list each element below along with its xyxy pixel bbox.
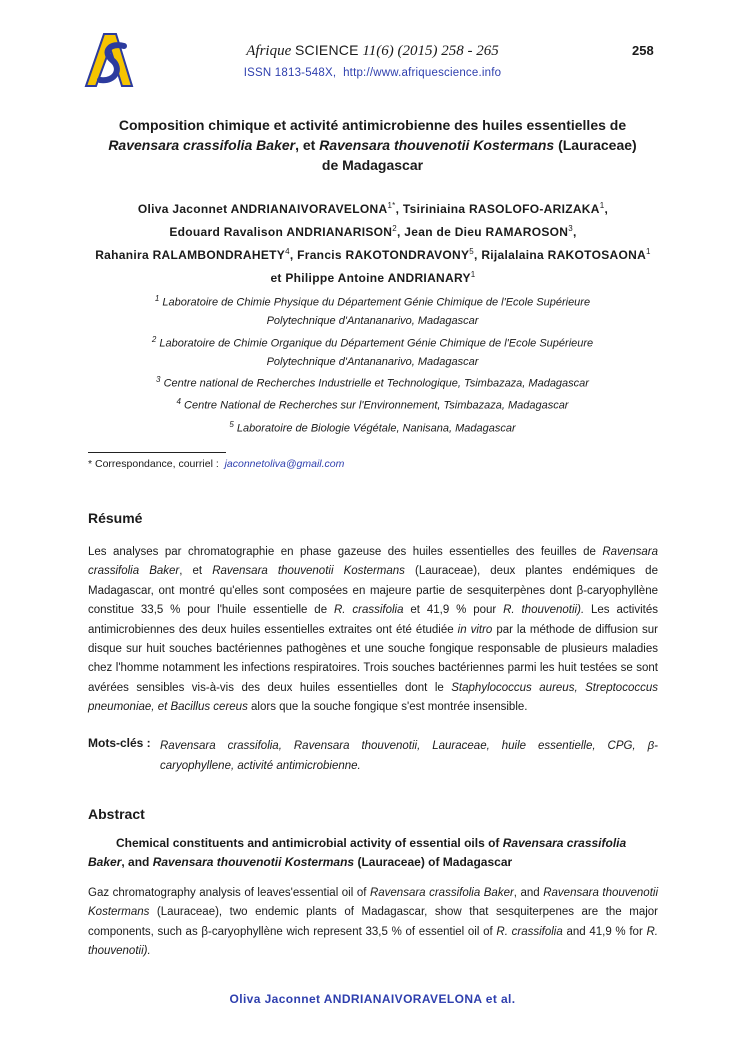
affil-sup: 3 — [156, 375, 161, 385]
author: Tsiriniaina RASOLOFO-ARIZAKA — [402, 202, 600, 216]
author: Francis RAKOTONDRAVONY — [297, 248, 470, 262]
author: Jean de Dieu RAMAROSON — [404, 225, 569, 239]
issn-line — [0, 67, 745, 79]
species-name: R. crassifolia — [333, 604, 404, 617]
author-list: Oliva Jaconnet $ANDRIANAIVORAVELONA^{1*}$, Tsiriniaina RASOLOFO-ARIZAKA$^1$, Edouard Ravalison ANDRIANARISON$^2$, Jean de Dieu RAMAROSON$^3$, Rahanira RALAMBONDRAHETY$^4$, Francis RAKOTONDRAVONY$^5$, Rijalalaina RAKOTOSAONA$^1$ et Philippe Antoine ANDRIANARY$^1$ — [95, 201, 651, 285]
keywords-label: Mots-clés : — [88, 736, 151, 750]
affiliation-line: Centre national de Recherches Industrielle et Technologique, Tsimbazaza, Madagascar — [163, 377, 589, 390]
title-species-1: Ravensara crassifolia Baker — [108, 137, 296, 153]
affiliation-line: Polytechnique d'Antananarivo, Madagascar — [266, 355, 479, 368]
author-sup: 4 — [285, 247, 290, 256]
species-name: Ravensara crassifolia Baker — [88, 546, 658, 578]
affiliation-line: Centre National de Recherches sur l'Environnement, Tsimbazaza, Madagascar — [184, 400, 569, 413]
text-run: and 41,9 % for — [562, 925, 647, 938]
resume-heading: Résumé — [88, 510, 143, 526]
author-sup: 1 — [599, 201, 605, 210]
author: Philippe Antoine ANDRIANARY — [285, 271, 471, 285]
page-number: 258 — [632, 43, 654, 58]
author: Oliva Jaconnet ANDRIANAIVORAVELONA — [137, 202, 388, 216]
species-name: R. thouvenotii). — [88, 925, 658, 958]
text-run: Les analyses par chromatographie en phase gazeuse des huiles essentielles des feuilles de — [88, 546, 603, 558]
abstract-heading: Abstract — [88, 806, 145, 822]
text-run: alors que la souche fongique s'est montrée insensible. — [247, 701, 528, 714]
title-family: (Lauraceae) — [554, 137, 637, 153]
italic-term: in vitro — [457, 623, 493, 636]
title-line1: Composition chimique et activité antimicrobienne des huiles essentielles de — [118, 117, 627, 133]
text-run: par la méthode de diffusion sur disque sur huit souches bactériennes pathogènes et une souche fongique responsable de plusieurs maladies chez l'homme notamment les infections respiratoires. Trois souches bactériennes parmi les huit testées se sont avérées sensibles vis-à-vis des deux huiles essentielles dont le — [88, 623, 658, 694]
footnote-rule — [88, 452, 226, 453]
species-name: Ravensara thouvenotii Kostermans — [88, 887, 658, 919]
keywords-text: Ravensara crassifolia, Ravensara thouvenotii, Lauraceae, huile essentielle, CPG, β-caryophyllene, activité antimicrobienne. — [160, 740, 658, 772]
affiliation-line: Laboratoire de Chimie Organique du Département Génie Chimique de l'Ecole Supérieure — [159, 337, 594, 350]
title-line3: de Madagascar — [321, 157, 424, 173]
affil-sup: 5 — [229, 419, 234, 429]
journal-name: Afrique — [246, 43, 292, 59]
affil-sup: 4 — [176, 397, 181, 407]
author: Rijalalaina RAKOTOSAONA — [481, 248, 647, 262]
title-sep: , et — [295, 137, 320, 153]
affil-sup: 1 — [154, 294, 160, 303]
species-name: R. crassifolia — [496, 925, 563, 938]
text-run: , et — [179, 565, 213, 578]
text-run: Les activités antimicrobiennes des deux huiles essentielles extraites ont été étudiée — [88, 604, 658, 636]
paper-title — [90, 115, 655, 175]
text-run: (Lauraceae), deux plantes endémiques de Madagascar, ont montré qu'elles sont composées en majeure partie de sesquiterpènes dont β-caryophyllène constitue 33,5 % pour l'huile essentielle de — [88, 565, 658, 617]
text-run: (Lauraceae) of Madagascar — [354, 855, 513, 869]
text-run: , and — [513, 887, 544, 899]
species-name: Ravensara crassifolia Baker — [369, 887, 514, 899]
author-sup: 1* — [387, 201, 396, 210]
journal-url[interactable]: http://www.afriquescience.info — [343, 67, 502, 79]
text-run: et 41,9 % pour — [403, 604, 504, 617]
species-name: Staphylococcus aureus, Streptococcus pneumoniae, et Bacillus cereus — [88, 681, 658, 714]
author-sup: 3 — [568, 224, 573, 233]
abstract-text — [88, 884, 658, 962]
running-footer: Oliva Jaconnet ANDRIANAIVORAVELONA et al. — [229, 992, 516, 1006]
species-name: R. thouvenotii). — [503, 604, 585, 617]
affiliations — [100, 290, 645, 438]
abstract-title — [88, 834, 658, 872]
author-sup: 2 — [392, 224, 397, 233]
affil-sup: 2 — [151, 334, 157, 344]
correspondence — [88, 458, 344, 470]
affiliation-line: Laboratoire de Chimie Physique du Département Génie Chimique de l'Ecole Supérieure — [162, 296, 591, 309]
title-species-2: Ravensara thouvenotii Kostermans — [319, 137, 555, 153]
author-sup: 1 — [470, 270, 476, 279]
affiliation-line: Polytechnique d'Antananarivo, Madagascar — [266, 315, 479, 328]
author: Rahanira RALAMBONDRAHETY — [95, 248, 286, 262]
correspondence-email[interactable]: jaconnetoliva@gmail.com — [224, 458, 345, 470]
journal-volume: 11(6) (2015) 258 - 265 — [362, 43, 499, 59]
journal-logo — [80, 30, 138, 92]
text-run: Chemical constituents and antimicrobial activity of essential oils of — [116, 836, 503, 850]
issn: ISSN 1813-548X, — [243, 67, 337, 79]
species-name: Ravensara thouvenotii Kostermans — [212, 565, 405, 578]
affiliation-line: Laboratoire de Biologie Végétale, Nanisana, Madagascar — [236, 422, 516, 435]
text-run: , and — [121, 855, 153, 869]
author-conj: et — [270, 271, 286, 285]
author: Edouard Ravalison ANDRIANARISON — [169, 225, 393, 239]
text-run: (Lauraceae), two endemic plants of Madagascar, show that sesquiterpenes are the major components, such as β-caryophyllène wich represent 33,5 % of essentiel oil of — [88, 906, 658, 938]
author-sup: 5 — [469, 247, 475, 256]
correspondence-label: * Correspondance, courriel : — [88, 458, 219, 470]
author-sup: 1 — [646, 247, 651, 256]
resume-text — [88, 543, 658, 718]
journal-science: SCIENCE — [294, 42, 359, 58]
species-name: Ravensara thouvenotii Kostermans — [152, 855, 355, 869]
text-run: Gaz chromatography analysis of leaves'essential oil of — [88, 887, 370, 899]
species-name: Ravensara crassifolia Baker — [88, 836, 627, 869]
